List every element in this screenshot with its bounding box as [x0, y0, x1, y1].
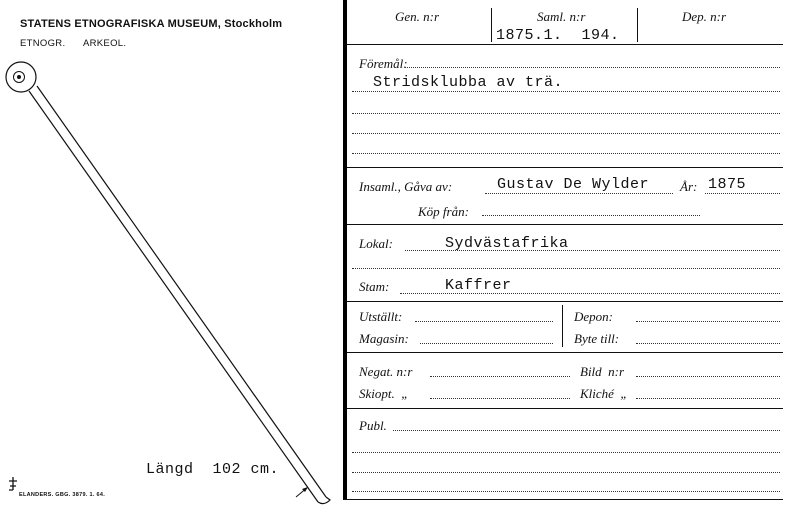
lokal-label: Lokal:: [359, 236, 393, 251]
year-line: [705, 193, 780, 194]
depon-line: [636, 321, 780, 322]
dept-arkeol: ARKEOL.: [83, 38, 127, 49]
insaml-value: Gustav De Wylder: [497, 176, 650, 193]
skiopt-line: [430, 398, 570, 399]
dept-etnogr: ETNOGR.: [20, 38, 66, 49]
lokal-value: Sydvästafrika: [445, 235, 569, 252]
gen-nr-label: Gen. n:r: [395, 9, 440, 24]
depon-label: Depon:: [574, 309, 613, 324]
publ-label: Publ.: [359, 418, 387, 433]
blank-line: [352, 472, 780, 473]
magasin-label: Magasin:: [359, 331, 409, 346]
bild-label: Bild n:r: [580, 364, 625, 379]
kliche-line: [636, 398, 780, 399]
stam-label: Stam:: [359, 279, 390, 294]
bild-line: [636, 376, 780, 377]
blank-line: [352, 452, 780, 453]
insaml-label: Insaml., Gåva av:: [359, 179, 453, 194]
header-divider-1: [491, 8, 492, 42]
negat-line: [430, 376, 570, 377]
saml-nr-value: 1875.1. 194.: [496, 27, 620, 44]
kop-label: Köp från:: [418, 204, 469, 219]
magasin-line: [420, 343, 553, 344]
section-rule: [347, 167, 783, 168]
kliche-label: Kliché „: [580, 386, 628, 401]
blank-line: [352, 91, 780, 92]
foremal-label: Föremål:: [359, 56, 408, 71]
blank-line: [352, 268, 780, 269]
blank-line: [352, 113, 780, 114]
card-left-border: [343, 0, 347, 500]
utstallt-label: Utställt:: [359, 309, 403, 324]
publ-line: [393, 430, 780, 431]
saml-nr-label: Saml. n:r: [537, 9, 586, 24]
stam-line: [400, 293, 780, 294]
printer-logo-icon: [9, 477, 17, 490]
year-value: 1875: [708, 176, 747, 193]
negat-label: Negat. n:r: [359, 364, 413, 379]
blank-line: [352, 133, 780, 134]
blank-line: [352, 153, 780, 154]
museum-name: STATENS ETNOGRAFISKA MUSEUM, Stockholm: [20, 18, 283, 30]
lokal-line: [405, 250, 780, 251]
foremal-line: [405, 67, 780, 68]
stam-value: Kaffrer: [445, 277, 512, 294]
foremal-value: Stridsklubba av trä.: [373, 74, 564, 91]
length-caption: Längd 102 cm.: [146, 461, 280, 478]
printer-imprint: ELANDERS. GBG. 3879. 1. 64.: [19, 492, 106, 498]
byte-till-line: [636, 343, 780, 344]
header-rule: [347, 44, 783, 45]
insaml-line: [485, 193, 673, 194]
storage-divider: [562, 305, 563, 347]
section-rule: [347, 408, 783, 409]
skiopt-label: Skiopt. „: [359, 386, 409, 401]
club-drawing: [0, 0, 345, 518]
dep-nr-label: Dep. n:r: [682, 9, 727, 24]
club-illustration: [6, 62, 330, 504]
section-rule: [347, 352, 783, 353]
card-bottom-rule: [343, 499, 783, 500]
byte-till-label: Byte till:: [574, 331, 620, 346]
pointer-arrow-icon: [296, 487, 308, 497]
utstallt-line: [415, 321, 553, 322]
kop-line: [482, 215, 700, 216]
section-rule: [347, 301, 783, 302]
blank-line: [352, 491, 780, 492]
year-label: År:: [680, 179, 698, 194]
header-divider-2: [637, 8, 638, 42]
section-rule: [347, 224, 783, 225]
